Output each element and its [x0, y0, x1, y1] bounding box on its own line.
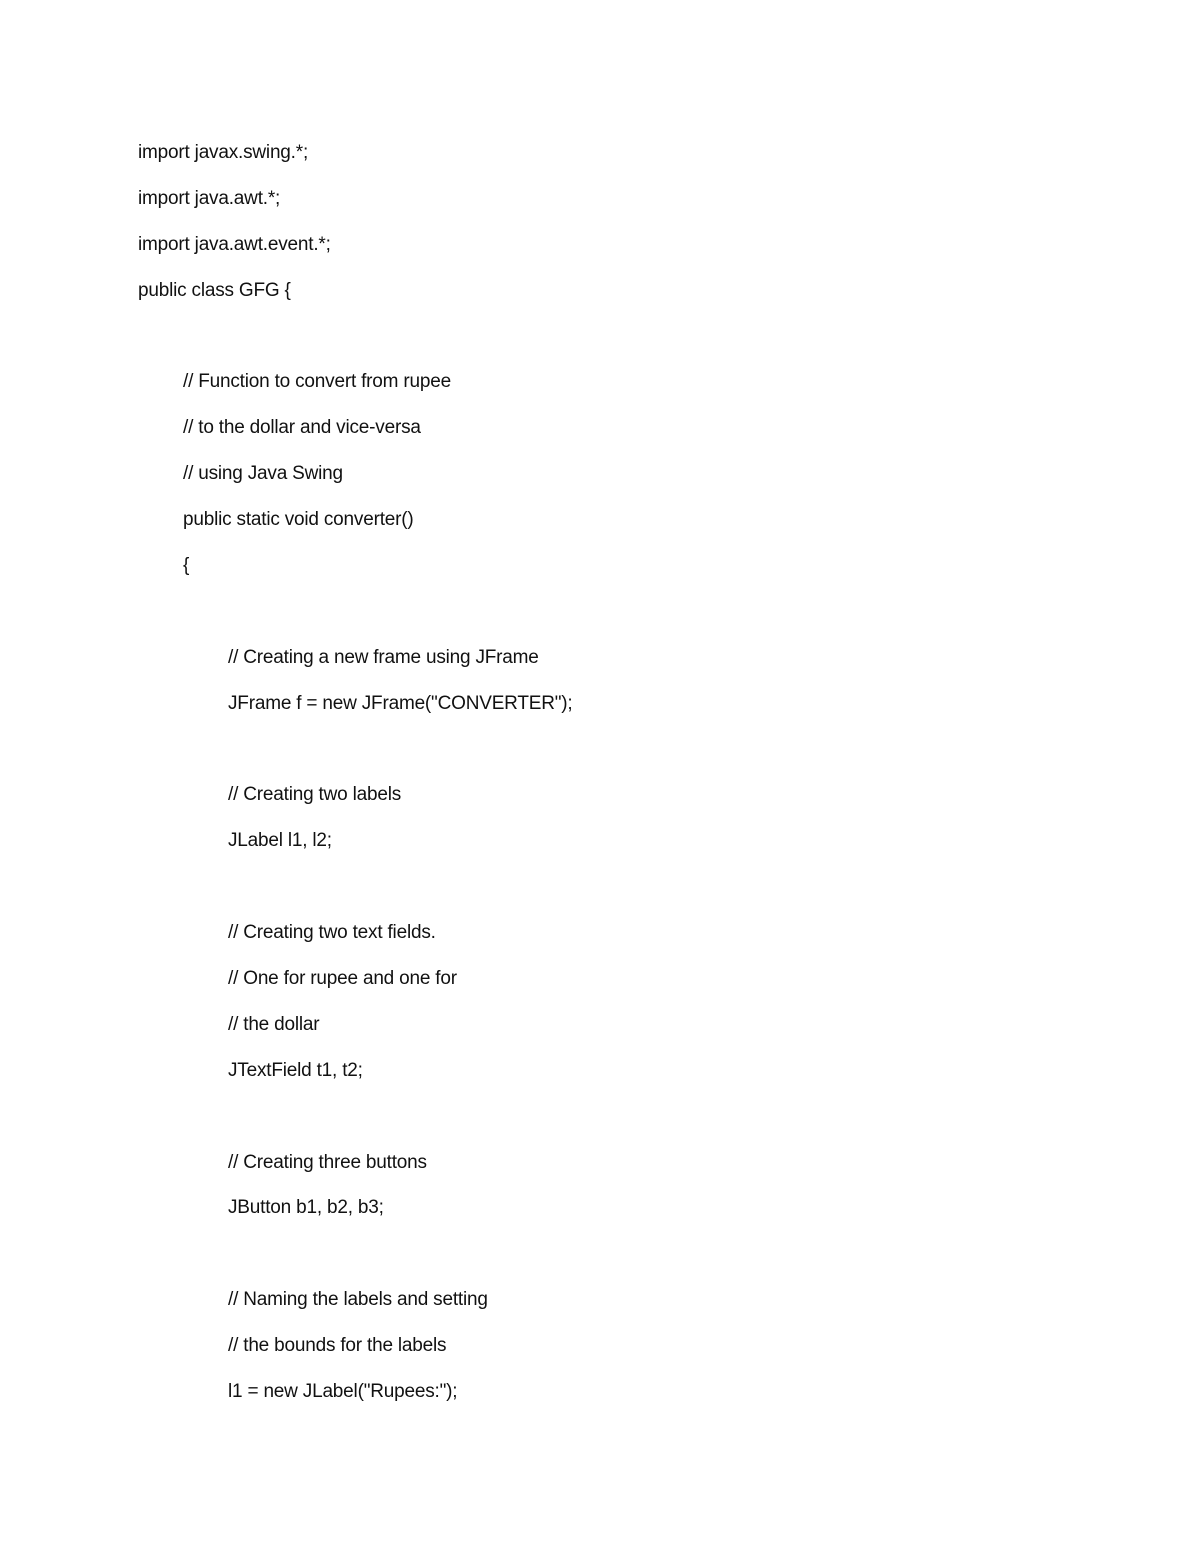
code-line: // Naming the labels and setting: [228, 1289, 488, 1311]
code-line: // Function to convert from rupee: [183, 371, 451, 393]
code-line: // Creating two text fields.: [228, 922, 436, 944]
code-line: public class GFG {: [138, 279, 291, 301]
code-line: JTextField t1, t2;: [228, 1059, 363, 1081]
code-listing: [138, 139, 1138, 1424]
code-line: // Creating two labels: [228, 784, 402, 806]
code-line: // to the dollar and vice-versa: [183, 417, 421, 439]
code-line: // Creating three buttons: [228, 1151, 427, 1173]
code-line: l1 = new JLabel("Rupees:");: [228, 1381, 458, 1403]
blank-line: [138, 1103, 1138, 1149]
code-line: // One for rupee and one for: [228, 968, 457, 990]
code-line: JLabel l1, l2;: [228, 830, 332, 852]
code-line: // Creating a new frame using JFrame: [228, 646, 539, 668]
code-line: JButton b1, b2, b3;: [228, 1197, 384, 1219]
code-line: public static void converter(): [183, 509, 414, 531]
code-line: // the bounds for the labels: [228, 1335, 447, 1357]
code-line: JFrame f = new JFrame("CONVERTER");: [228, 692, 573, 714]
code-line: import java.awt.event.*;: [138, 233, 331, 255]
blank-line: [138, 1240, 1138, 1286]
code-line: import javax.swing.*;: [138, 142, 309, 163]
code-line: {: [183, 555, 190, 577]
blank-line: [138, 323, 1138, 369]
code-line: // the dollar: [228, 1013, 320, 1035]
code-line: import java.awt.*;: [138, 187, 281, 209]
blank-line: [138, 598, 1138, 644]
blank-line: [138, 736, 1138, 782]
code-line: // using Java Swing: [183, 463, 343, 485]
blank-line: [138, 873, 1138, 919]
